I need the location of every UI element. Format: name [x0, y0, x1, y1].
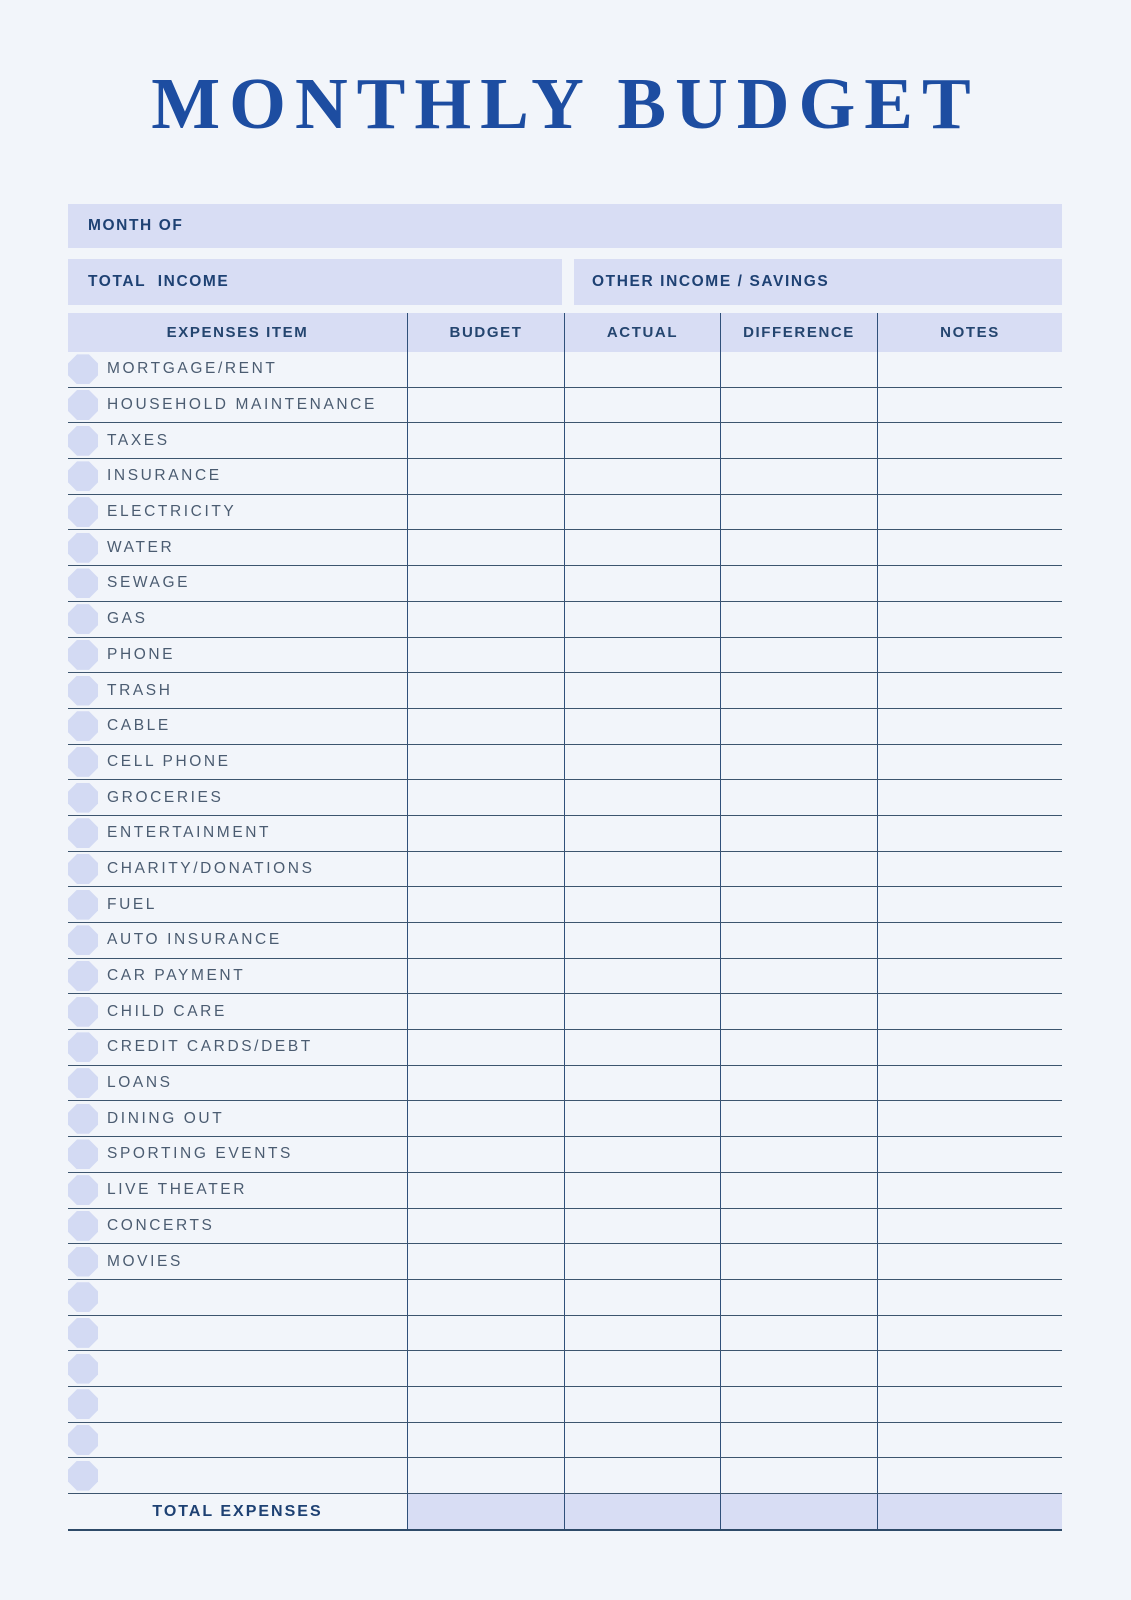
expense-item-cell — [68, 1066, 408, 1101]
expense-item-label: CHILD CARE — [107, 1002, 227, 1020]
notes-cell[interactable] — [878, 1280, 1062, 1315]
difference-cell[interactable] — [721, 1423, 878, 1458]
expense-item-cell — [68, 709, 408, 744]
difference-cell[interactable] — [721, 423, 878, 458]
expense-item-label: GROCERIES — [107, 788, 224, 806]
budget-cell[interactable] — [408, 1209, 565, 1244]
octagon-bullet-icon — [68, 890, 98, 920]
total-expenses-label: TOTAL EXPENSES — [152, 1502, 323, 1520]
table-row — [68, 459, 1062, 495]
notes-cell[interactable] — [878, 1423, 1062, 1458]
month-of-label: MONTH OF — [88, 217, 184, 234]
expense-item-label: CAR PAYMENT — [107, 967, 246, 985]
total-difference-cell[interactable] — [721, 1494, 878, 1529]
expense-item-cell — [68, 959, 408, 994]
header-cell-difference — [721, 313, 878, 352]
difference-cell[interactable] — [721, 638, 878, 673]
notes-cell[interactable] — [878, 994, 1062, 1029]
expense-item-cell — [68, 1030, 408, 1065]
total-expenses-row — [68, 1494, 1062, 1531]
expense-item-label: WATER — [107, 538, 175, 556]
notes-cell[interactable] — [878, 1173, 1062, 1208]
budget-cell[interactable] — [408, 638, 565, 673]
table-row — [68, 1351, 1062, 1387]
octagon-bullet-icon — [68, 568, 98, 598]
header-label-actual: ACTUAL — [606, 324, 679, 341]
budget-cell[interactable] — [408, 1280, 565, 1315]
budget-cell[interactable] — [408, 1423, 565, 1458]
budget-cell[interactable] — [408, 1351, 565, 1386]
difference-cell[interactable] — [721, 495, 878, 530]
octagon-bullet-icon — [68, 676, 98, 706]
octagon-bullet-icon — [68, 354, 98, 384]
budget-cell[interactable] — [408, 1173, 565, 1208]
expense-item-cell — [68, 1173, 408, 1208]
difference-cell[interactable] — [721, 673, 878, 708]
octagon-bullet-icon — [68, 1282, 98, 1312]
expense-item-cell — [68, 923, 408, 958]
expense-item-cell — [68, 1387, 408, 1422]
expense-item-cell — [68, 1351, 408, 1386]
expense-item-cell — [68, 1209, 408, 1244]
expense-item-label: DINING OUT — [107, 1109, 225, 1127]
notes-cell[interactable] — [878, 1137, 1062, 1172]
other-income-savings-bar[interactable] — [574, 259, 1062, 305]
budget-cell[interactable] — [408, 1030, 565, 1065]
table-row — [68, 852, 1062, 888]
budget-cell[interactable] — [408, 1066, 565, 1101]
difference-cell[interactable] — [721, 745, 878, 780]
expense-item-label: LOANS — [107, 1074, 173, 1092]
total-actual-cell[interactable] — [565, 1494, 721, 1529]
difference-cell[interactable] — [721, 1316, 878, 1351]
octagon-bullet-icon — [68, 1068, 98, 1098]
table-row — [68, 1316, 1062, 1352]
budget-cell[interactable] — [408, 459, 565, 494]
actual-cell[interactable] — [565, 709, 721, 744]
expense-item-label: MOVIES — [107, 1252, 183, 1270]
expense-item-label: CREDIT CARDS/DEBT — [107, 1038, 313, 1056]
expense-item-cell — [68, 388, 408, 423]
header-label-notes: NOTES — [940, 324, 1000, 341]
difference-cell[interactable] — [721, 959, 878, 994]
octagon-bullet-icon — [68, 961, 98, 991]
actual-cell[interactable] — [565, 745, 721, 780]
actual-cell[interactable] — [565, 638, 721, 673]
expense-item-label: TRASH — [107, 681, 173, 699]
expense-item-label: TAXES — [107, 431, 170, 449]
expense-item-cell — [68, 1280, 408, 1315]
expense-item-label: PHONE — [107, 645, 176, 663]
expense-item-label: ENTERTAINMENT — [107, 824, 272, 842]
budget-cell[interactable] — [408, 709, 565, 744]
budget-cell[interactable] — [408, 673, 565, 708]
expense-item-cell — [68, 816, 408, 851]
octagon-bullet-icon — [68, 747, 98, 777]
table-row — [68, 780, 1062, 816]
expense-item-cell — [68, 887, 408, 922]
budget-cell[interactable] — [408, 352, 565, 387]
table-row — [68, 1137, 1062, 1173]
actual-cell[interactable] — [565, 495, 721, 530]
actual-cell[interactable] — [565, 352, 721, 387]
difference-cell[interactable] — [721, 530, 878, 565]
notes-cell[interactable] — [878, 423, 1062, 458]
difference-cell[interactable] — [721, 994, 878, 1029]
expense-item-label: MORTGAGE/RENT — [107, 360, 278, 378]
difference-cell[interactable] — [721, 352, 878, 387]
difference-cell[interactable] — [721, 1066, 878, 1101]
notes-cell[interactable] — [878, 1244, 1062, 1279]
table-row — [68, 959, 1062, 995]
expense-item-cell — [68, 638, 408, 673]
actual-cell[interactable] — [565, 530, 721, 565]
budget-cell[interactable] — [408, 994, 565, 1029]
actual-cell[interactable] — [565, 1066, 721, 1101]
expense-item-label: AUTO INSURANCE — [107, 931, 282, 949]
notes-cell[interactable] — [878, 816, 1062, 851]
expense-item-cell — [68, 352, 408, 387]
notes-cell[interactable] — [878, 566, 1062, 601]
budget-cell[interactable] — [408, 566, 565, 601]
table-row — [68, 745, 1062, 781]
expense-item-label: CHARITY/DONATIONS — [107, 859, 315, 877]
expense-item-cell — [68, 423, 408, 458]
difference-cell[interactable] — [721, 602, 878, 637]
octagon-bullet-icon — [68, 1318, 98, 1348]
actual-cell[interactable] — [565, 1209, 721, 1244]
octagon-bullet-icon — [68, 854, 98, 884]
table-row — [68, 673, 1062, 709]
octagon-bullet-icon — [68, 925, 98, 955]
octagon-bullet-icon — [68, 1139, 98, 1169]
expense-item-cell — [68, 780, 408, 815]
expense-item-cell — [68, 459, 408, 494]
notes-cell[interactable] — [878, 745, 1062, 780]
table-row — [68, 1280, 1062, 1316]
actual-cell[interactable] — [565, 1137, 721, 1172]
difference-cell[interactable] — [721, 1280, 878, 1315]
octagon-bullet-icon — [68, 1389, 98, 1419]
difference-cell[interactable] — [721, 709, 878, 744]
expense-item-label: ELECTRICITY — [107, 503, 237, 521]
octagon-bullet-icon — [68, 1354, 98, 1384]
expense-item-cell — [68, 852, 408, 887]
table-row — [68, 530, 1062, 566]
notes-cell[interactable] — [878, 852, 1062, 887]
table-row — [68, 1173, 1062, 1209]
header-cell-actual — [565, 313, 721, 352]
budget-cell[interactable] — [408, 1458, 565, 1493]
notes-cell[interactable] — [878, 1066, 1062, 1101]
actual-cell[interactable] — [565, 959, 721, 994]
expense-item-cell — [68, 673, 408, 708]
expense-item-cell — [68, 1244, 408, 1279]
difference-cell[interactable] — [721, 459, 878, 494]
octagon-bullet-icon — [68, 1247, 98, 1277]
total-notes-cell[interactable] — [878, 1494, 1062, 1529]
expenses-table — [68, 313, 1062, 1531]
actual-cell[interactable] — [565, 1387, 721, 1422]
page-title: MONTHLY BUDGET — [151, 63, 980, 144]
notes-cell[interactable] — [878, 1030, 1062, 1065]
notes-cell[interactable] — [878, 602, 1062, 637]
table-row — [68, 602, 1062, 638]
table-row — [68, 1244, 1062, 1280]
budget-cell[interactable] — [408, 923, 565, 958]
expense-item-cell — [68, 1316, 408, 1351]
octagon-bullet-icon — [68, 533, 98, 563]
budget-cell[interactable] — [408, 530, 565, 565]
notes-cell[interactable] — [878, 1387, 1062, 1422]
table-row — [68, 994, 1062, 1030]
table-row — [68, 495, 1062, 531]
budget-cell[interactable] — [408, 1316, 565, 1351]
difference-cell[interactable] — [721, 852, 878, 887]
budget-cell[interactable] — [408, 388, 565, 423]
difference-cell[interactable] — [721, 887, 878, 922]
octagon-bullet-icon — [68, 497, 98, 527]
budget-cell[interactable] — [408, 1244, 565, 1279]
expense-item-cell — [68, 495, 408, 530]
octagon-bullet-icon — [68, 997, 98, 1027]
difference-cell[interactable] — [721, 566, 878, 601]
octagon-bullet-icon — [68, 604, 98, 634]
total-budget-cell[interactable] — [408, 1494, 565, 1529]
table-row — [68, 1066, 1062, 1102]
expense-item-label: FUEL — [107, 895, 158, 913]
table-row — [68, 1209, 1062, 1245]
total-income-bar[interactable] — [68, 259, 562, 305]
notes-cell[interactable] — [878, 923, 1062, 958]
expense-item-label: LIVE THEATER — [107, 1181, 248, 1199]
notes-cell[interactable] — [878, 959, 1062, 994]
table-row — [68, 1030, 1062, 1066]
table-row — [68, 1387, 1062, 1423]
difference-cell[interactable] — [721, 1030, 878, 1065]
table-row — [68, 709, 1062, 745]
expense-item-cell — [68, 530, 408, 565]
octagon-bullet-icon — [68, 818, 98, 848]
notes-cell[interactable] — [878, 495, 1062, 530]
expense-item-cell — [68, 1458, 408, 1493]
header-label-difference: DIFFERENCE — [743, 324, 855, 341]
expense-item-cell — [68, 566, 408, 601]
difference-cell[interactable] — [721, 816, 878, 851]
difference-cell[interactable] — [721, 1387, 878, 1422]
octagon-bullet-icon — [68, 1104, 98, 1134]
budget-cell[interactable] — [408, 959, 565, 994]
actual-cell[interactable] — [565, 423, 721, 458]
total-income-label: TOTAL INCOME — [88, 273, 230, 290]
table-row — [68, 1101, 1062, 1137]
table-row — [68, 1458, 1062, 1494]
difference-cell[interactable] — [721, 780, 878, 815]
actual-cell[interactable] — [565, 1280, 721, 1315]
difference-cell[interactable] — [721, 388, 878, 423]
table-row — [68, 1423, 1062, 1459]
notes-cell[interactable] — [878, 530, 1062, 565]
octagon-bullet-icon — [68, 711, 98, 741]
notes-cell[interactable] — [878, 459, 1062, 494]
header-cell-expenses-item — [68, 313, 408, 352]
budget-cell[interactable] — [408, 1137, 565, 1172]
other-income-savings-label: OTHER INCOME / SAVINGS — [592, 273, 830, 290]
actual-cell[interactable] — [565, 1101, 721, 1136]
budget-cell[interactable] — [408, 887, 565, 922]
budget-cell[interactable] — [408, 745, 565, 780]
actual-cell[interactable] — [565, 816, 721, 851]
notes-cell[interactable] — [878, 780, 1062, 815]
difference-cell[interactable] — [721, 1244, 878, 1279]
actual-cell[interactable] — [565, 388, 721, 423]
notes-cell[interactable] — [878, 709, 1062, 744]
difference-cell[interactable] — [721, 923, 878, 958]
difference-cell[interactable] — [721, 1101, 878, 1136]
expense-item-label: SEWAGE — [107, 574, 191, 592]
octagon-bullet-icon — [68, 783, 98, 813]
budget-cell[interactable] — [408, 495, 565, 530]
budget-cell[interactable] — [408, 852, 565, 887]
budget-cell[interactable] — [408, 1101, 565, 1136]
actual-cell[interactable] — [565, 1316, 721, 1351]
difference-cell[interactable] — [721, 1209, 878, 1244]
table-row — [68, 887, 1062, 923]
actual-cell[interactable] — [565, 923, 721, 958]
difference-cell[interactable] — [721, 1458, 878, 1493]
octagon-bullet-icon — [68, 1461, 98, 1491]
table-row — [68, 566, 1062, 602]
octagon-bullet-icon — [68, 1032, 98, 1062]
expense-item-cell — [68, 1137, 408, 1172]
actual-cell[interactable] — [565, 566, 721, 601]
notes-cell[interactable] — [878, 1209, 1062, 1244]
actual-cell[interactable] — [565, 852, 721, 887]
notes-cell[interactable] — [878, 887, 1062, 922]
expense-item-cell — [68, 745, 408, 780]
octagon-bullet-icon — [68, 461, 98, 491]
header-cell-notes — [878, 313, 1062, 352]
expense-item-cell — [68, 1423, 408, 1458]
expense-item-cell — [68, 994, 408, 1029]
actual-cell[interactable] — [565, 602, 721, 637]
octagon-bullet-icon — [68, 1175, 98, 1205]
difference-cell[interactable] — [721, 1173, 878, 1208]
difference-cell[interactable] — [721, 1137, 878, 1172]
table-row — [68, 638, 1062, 674]
difference-cell[interactable] — [721, 1351, 878, 1386]
notes-cell[interactable] — [878, 1316, 1062, 1351]
octagon-bullet-icon — [68, 1211, 98, 1241]
budget-cell[interactable] — [408, 816, 565, 851]
actual-cell[interactable] — [565, 1030, 721, 1065]
budget-cell[interactable] — [408, 1387, 565, 1422]
table-row — [68, 388, 1062, 424]
expense-item-label: CABLE — [107, 717, 171, 735]
month-of-bar[interactable] — [68, 204, 1062, 248]
notes-cell[interactable] — [878, 1351, 1062, 1386]
actual-cell[interactable] — [565, 887, 721, 922]
actual-cell[interactable] — [565, 780, 721, 815]
octagon-bullet-icon — [68, 390, 98, 420]
expense-item-label: GAS — [107, 610, 148, 628]
table-header-row — [68, 313, 1062, 352]
notes-cell[interactable] — [878, 352, 1062, 387]
header-label-budget: BUDGET — [449, 324, 523, 341]
expense-item-cell — [68, 1101, 408, 1136]
table-row — [68, 816, 1062, 852]
actual-cell[interactable] — [565, 1351, 721, 1386]
actual-cell[interactable] — [565, 459, 721, 494]
expense-item-label: SPORTING EVENTS — [107, 1145, 293, 1163]
notes-cell[interactable] — [878, 638, 1062, 673]
expense-item-cell — [68, 602, 408, 637]
notes-cell[interactable] — [878, 673, 1062, 708]
actual-cell[interactable] — [565, 673, 721, 708]
table-body — [68, 352, 1062, 1494]
octagon-bullet-icon — [68, 640, 98, 670]
actual-cell[interactable] — [565, 1173, 721, 1208]
expense-item-label: CONCERTS — [107, 1216, 215, 1234]
budget-cell[interactable] — [408, 602, 565, 637]
actual-cell[interactable] — [565, 994, 721, 1029]
actual-cell[interactable] — [565, 1244, 721, 1279]
total-expenses-label-cell — [68, 1494, 408, 1529]
header-label-expenses-item: EXPENSES ITEM — [166, 324, 309, 341]
budget-cell[interactable] — [408, 780, 565, 815]
notes-cell[interactable] — [878, 1458, 1062, 1493]
expense-item-label: HOUSEHOLD MAINTENANCE — [107, 396, 377, 414]
header-cell-budget — [408, 313, 565, 352]
notes-cell[interactable] — [878, 1101, 1062, 1136]
expense-item-label: CELL PHONE — [107, 752, 231, 770]
table-row — [68, 352, 1062, 388]
octagon-bullet-icon — [68, 426, 98, 456]
table-row — [68, 923, 1062, 959]
actual-cell[interactable] — [565, 1423, 721, 1458]
table-row — [68, 423, 1062, 459]
actual-cell[interactable] — [565, 1458, 721, 1493]
budget-cell[interactable] — [408, 423, 565, 458]
octagon-bullet-icon — [68, 1425, 98, 1455]
expense-item-label: INSURANCE — [107, 467, 222, 485]
notes-cell[interactable] — [878, 388, 1062, 423]
